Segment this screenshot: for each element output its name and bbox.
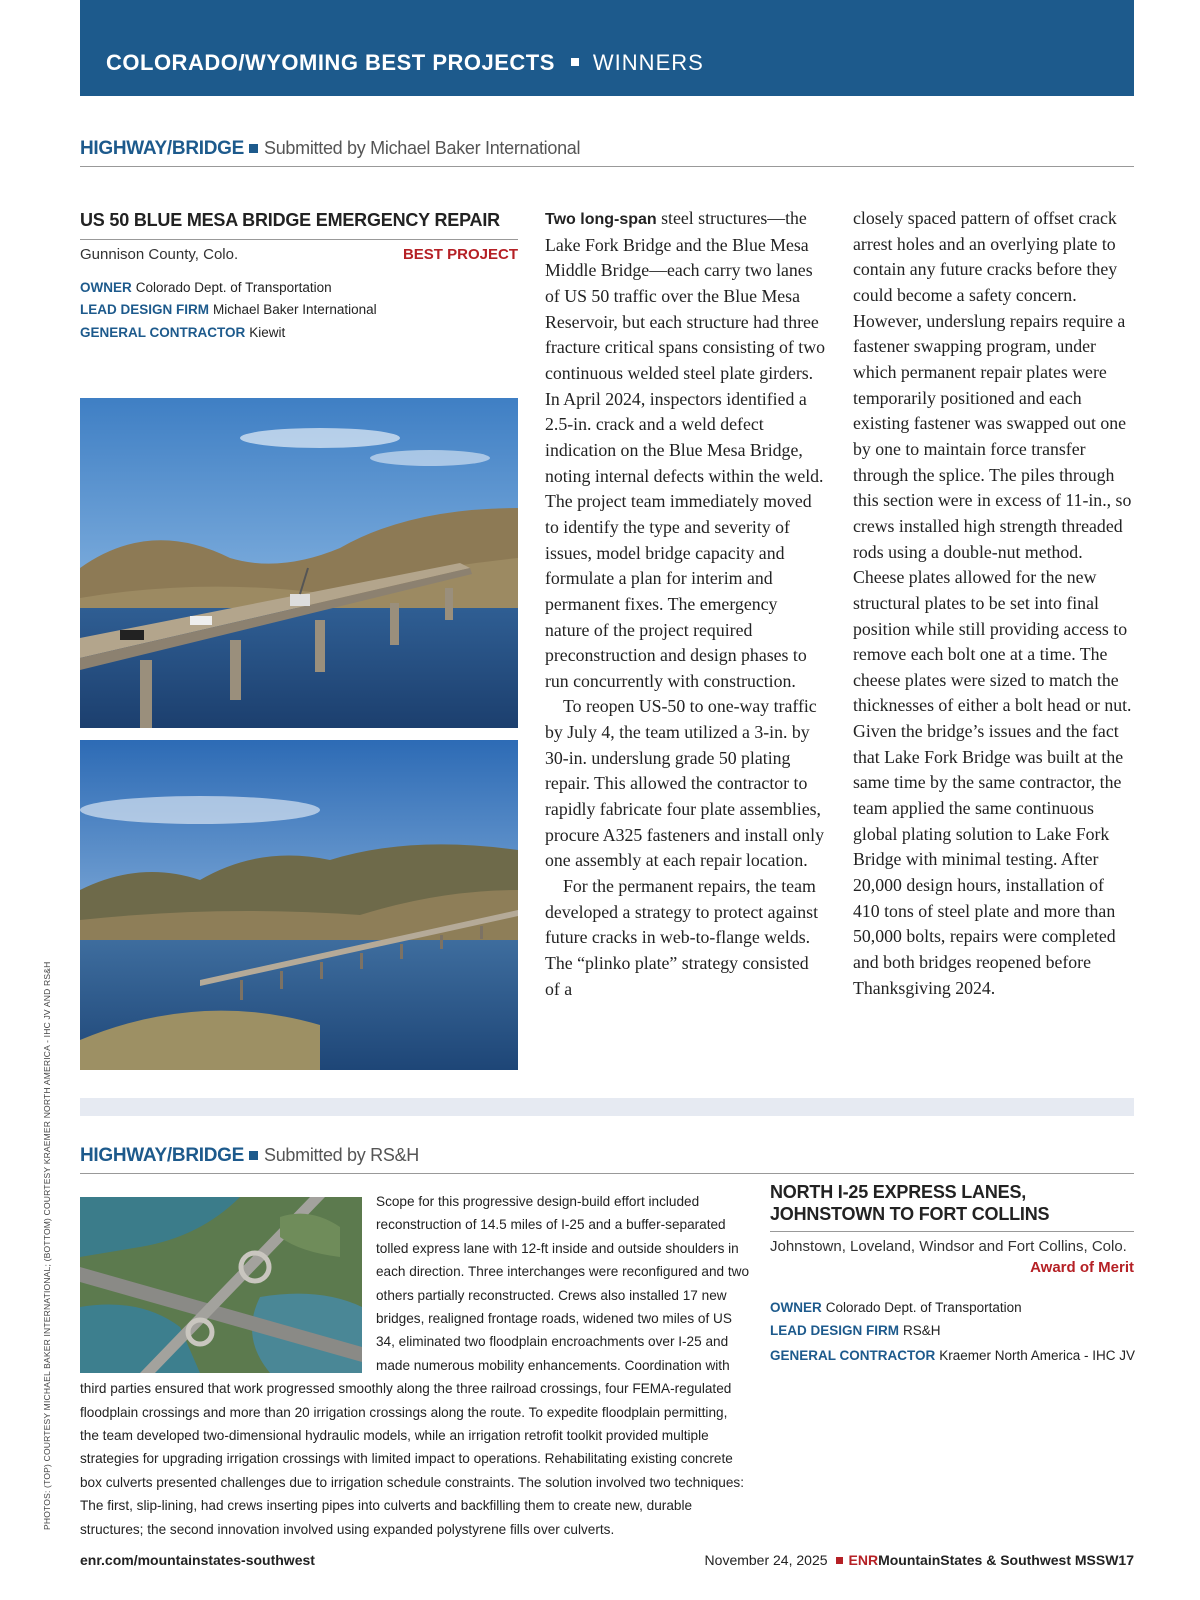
footer-date: November 24, 2025 — [704, 1552, 828, 1568]
banner-subtitle: WINNERS — [592, 50, 704, 75]
banner-title: COLORADO/WYOMING BEST PROJECTS — [106, 50, 555, 75]
section-divider-band — [80, 1098, 1134, 1116]
photo-wrap-spacer — [80, 1190, 376, 1376]
page-number: MSSW17 — [1074, 1552, 1134, 1568]
body-paragraph — [545, 206, 825, 694]
divider — [80, 239, 518, 240]
project-title: NORTH I-25 EXPRESS LANES, JOHNSTOWN TO FORT COLLINS — [770, 1182, 1050, 1224]
bridge-photo-top — [80, 398, 518, 728]
paragraph-text: steel structures—the Lake Fork Bridge and the Blue Mesa Middle Bridge—each carry two lanes of US 50 traffic over the Blue Mesa Reservoir, but each structure had three fracture critical spans consisting of two continuous welded steel plate girders. In April 2024, inspectors identified a 2.5-in. crack and a weld defect indication on the Blue Mesa Bridge, noting internal defects within the weld. The project team immediately moved to identify the type and severity of issues, model bridge capacity and formulate a plan for interim and permanent fixes. The emergency nature of the project required preconstruction and design phases to run concurrently with construction. — [545, 208, 825, 691]
project2-body — [80, 1190, 750, 1541]
contractor-line — [80, 325, 285, 340]
category-label: HIGHWAY/BRIDGE — [80, 138, 245, 159]
award-badge: BEST PROJECT — [402, 246, 518, 263]
body-paragraph: For the permanent repairs, the team developed a strategy to protect against future cracks in web-to-flange welds. The “plinko plate” strategy consisted of a — [545, 876, 819, 999]
contractor-label: GENERAL CONTRACTOR — [80, 325, 246, 340]
project-title: US 50 BLUE MESA BRIDGE EMERGENCY REPAIR — [80, 210, 500, 230]
footer-info — [705, 1552, 1134, 1568]
banner-separator — [571, 58, 579, 66]
square-bullet-icon — [836, 1557, 843, 1564]
photo-credit: PHOTOS: (TOP) COURTESY MICHAEL BAKER INTERNATIONAL; (BOTTOM) COURTESY KRAEMER NORTH AMERICA - IHC JV AND RS&H — [42, 961, 52, 1530]
contractor-value: Kraemer North America - IHC JV — [939, 1348, 1136, 1363]
footer-url[interactable]: enr.com/mountainstates-southwest — [80, 1552, 315, 1568]
design-firm-label: LEAD DESIGN FIRM — [80, 302, 210, 317]
owner-line — [80, 280, 332, 295]
submitted-by: Submitted by RS&H — [264, 1145, 419, 1165]
design-firm-line — [770, 1323, 941, 1338]
category-label: HIGHWAY/BRIDGE — [80, 1145, 245, 1166]
publication-name: MountainStates & Southwest — [878, 1552, 1071, 1568]
project-location: Johnstown, Loveland, Windsor and Fort Collins, Colo. — [770, 1238, 1127, 1255]
project-location: Gunnison County, Colo. — [80, 246, 239, 263]
owner-label: OWNER — [80, 280, 132, 295]
lead-in: Two long-span — [545, 211, 657, 228]
contractor-label: GENERAL CONTRACTOR — [770, 1348, 936, 1363]
owner-value: Colorado Dept. of Transportation — [135, 280, 332, 295]
body-paragraph: closely spaced pattern of offset crack arrest holes and an overlying plate to contain any future cracks before they could become a safety concern. However, underslung repairs require a fastener swapping program, under which permanent repair plates were temporarily positioned and each existing fastener was swapped out one by one to maintain force transfer through the splice. The piles through this section were in excess of 11-in., so crews installed high strength threaded rods using a double-nut method. Cheese plates allowed for the new structural plates to be set into final position while still providing access to remove each bolt one at a time. The cheese plates were sized to match the thicknesses of either a bolt head or nut. Given the bridge’s issues and the fact that Lake Fork Bridge was built at the same time by the same contractor, the team applied the same continuous global plating solution to Lake Fork Bridge with minimal testing. After 20,000 design hours, installation of 410 tons of steel plate and more than 50,000 bolts, repairs were completed and both bridges reopened before Thanksgiving 2024. — [853, 208, 1132, 998]
award-badge: Award of Merit — [1030, 1259, 1134, 1276]
section-header-2 — [80, 1145, 1134, 1174]
contractor-value: Kiewit — [249, 325, 286, 340]
body-paragraph: Scope for this progressive design-build effort included reconstruction of 14.5 miles of I-25 and a buffer-separated tolled express lane with 12-ft inside and outside shoulders in each direction. Three interchanges were reconfigured and two others partially reconstructed. Crews also installed 17 new bridges, realigned frontage roads, widened two miles of US 34, eliminated two floodplain encroachments over I-25 and made numerous mobility enhancements. Coordination with third parties ensured that work progressed smoothly along the three railroad crossings, four FEMA-regulated floodplain crossings and more than 20 irrigation crossings along the route. To expedite floodplain permitting, the team developed two-dimensional hydraulic models, while an irrigation retrofit toolkit provided multiple strategies for upgrading irrigation crossings with limited impact to operations. Rehabilitating existing concrete box culverts presented challenges due to irrigation schedule constraints. The solution involved two techniques: The first, slip-lining, had crews inserting pipes into culverts and backfilling them to create new, durable structures; the second innovation involved using expanded polystyrene fills over culverts. — [80, 1194, 750, 1537]
bridge-photo-bottom — [80, 740, 518, 1070]
banner-title-row — [106, 50, 704, 76]
contractor-line — [770, 1348, 1135, 1363]
header-banner — [80, 0, 1134, 96]
divider — [770, 1231, 1134, 1232]
body-column-2 — [853, 206, 1134, 1001]
design-firm-line — [80, 302, 377, 317]
body-paragraph: To reopen US-50 to one-way traffic by July 4, the team utilized a 3-in. by 30-in. underslung grade 50 plating repair. This allowed the contractor to rapidly fabricate four plate assemblies, procure A325 fasteners and install only one assembly at each repair location. — [545, 696, 824, 871]
design-firm-value: Michael Baker International — [213, 302, 377, 317]
square-bullet-icon — [249, 1151, 258, 1160]
owner-label: OWNER — [770, 1300, 822, 1315]
body-column-1 — [545, 206, 825, 1002]
owner-line — [770, 1300, 1022, 1315]
enr-logo: ENR — [848, 1552, 879, 1568]
square-bullet-icon — [249, 144, 258, 153]
submitted-by: Submitted by Michael Baker International — [264, 138, 581, 158]
design-firm-value: RS&H — [903, 1323, 941, 1338]
design-firm-label: LEAD DESIGN FIRM — [770, 1323, 900, 1338]
owner-value: Colorado Dept. of Transportation — [825, 1300, 1022, 1315]
section-header-1 — [80, 138, 1134, 167]
